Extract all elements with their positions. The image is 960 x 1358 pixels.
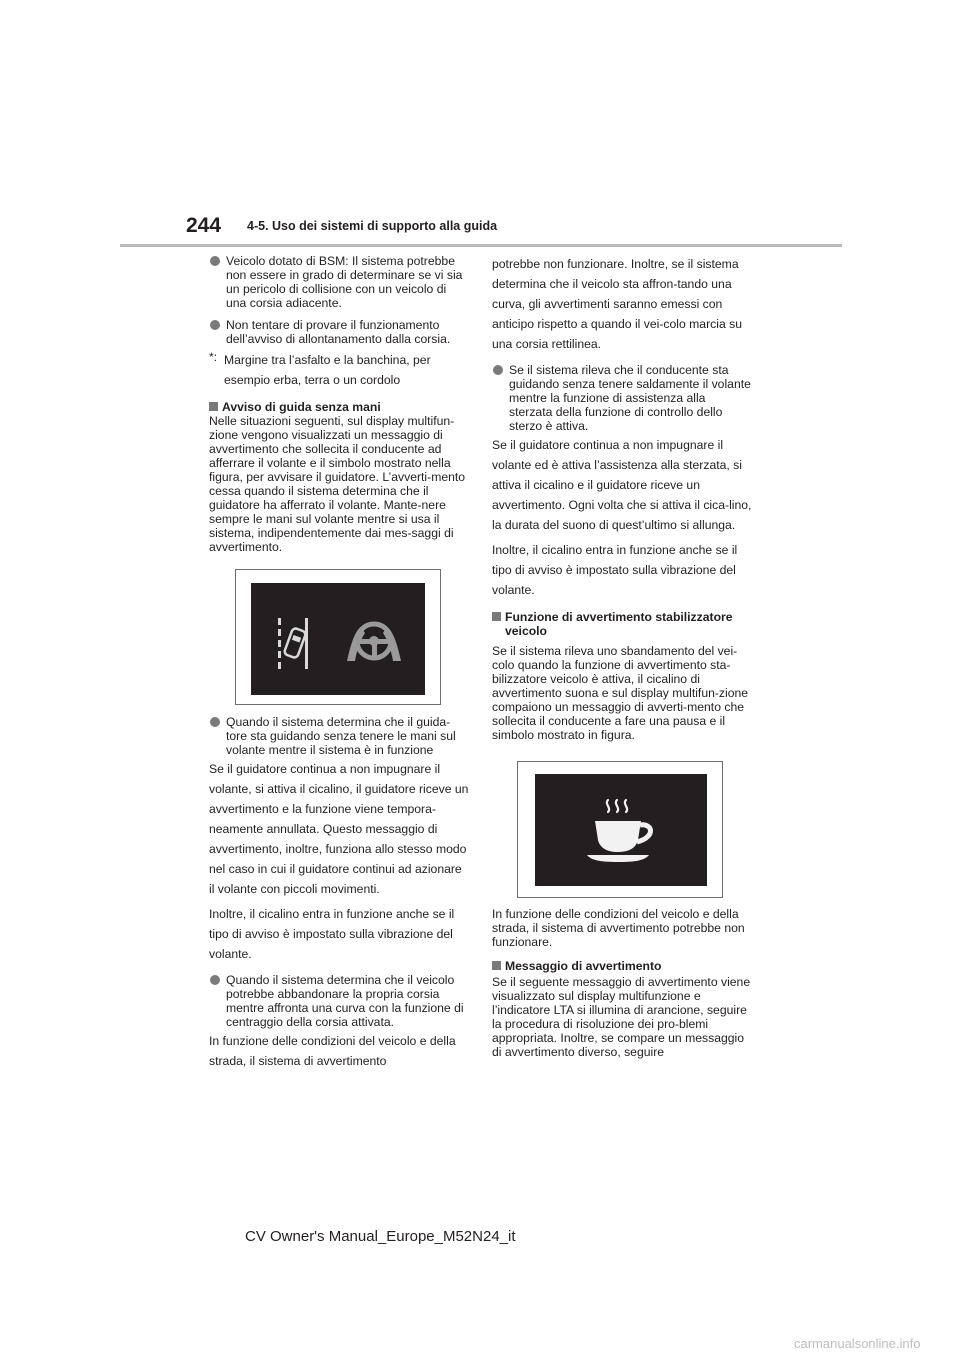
section-heading: Avviso di guida senza mani (209, 400, 469, 414)
display-screen (535, 774, 707, 886)
paragraph: Se il guidatore continua a non impugnare il volante ed è attiva l’assistenza alla sterzata, si attiva il cicalino e il guidatore riceve un avvertimento. Ogni volta che si attiva il cica-lino, la durata del suono di quest’ultimo si allunga. (492, 438, 752, 532)
square-bullet-icon (492, 961, 501, 970)
paragraph: Inoltre, il cicalino entra in funzione anche se il tipo di avviso è impostato sulla vibrazione del volante. (209, 907, 455, 961)
coffee-cup-icon (535, 774, 707, 886)
footnote-mark: *: (209, 350, 218, 364)
left-column (209, 254, 469, 1071)
lane-and-steering-icon (251, 583, 425, 695)
bullet-icon (210, 975, 220, 985)
paragraph: Se il guidatore continua a non impugnare il volante, si attiva il cicalino, il guidatore riceve un avvertimento e la funzione viene tempora-neamente annullata. Questo messaggio di avvertimento, inoltre, funziona allo stesso modo nel caso in cui il guidatore continui ad azionare il volante con piccoli movimenti. (209, 762, 469, 896)
display-screen (251, 583, 425, 695)
paragraph: Se il seguente messaggio di avvertimento viene visualizzato sul display multifunzione e l’indicatore LTA si illumina di arancione, seguire la procedura di risoluzione dei pro-blemi appropriata. Inoltre, se compare un messaggio di avvertimento diverso, seguire (492, 975, 751, 1059)
footnote: *: Margine tra l’asfalto e la banchina, per esempio erba, terra o un cordolo (209, 350, 469, 390)
paragraph: Nelle situazioni seguenti, sul display multifun-zione vengono visualizzati un messaggio di avvertimento che sollecita il conducente ad afferrare il volante e il simbolo mostrato nella figura, per avvisare il guidatore. L’avverti-mento cessa quando il sistema determina che il guidatore ha afferrato il volante. Mante-nere sempre le mani sul volante mentre si usa il sistema, indipendentemente dai mes-saggi di avvertimento. (209, 414, 466, 554)
paragraph: Se il sistema rileva uno sbandamento del vei-colo quando la funzione di avvertimento sta-bilizzatore veicolo è attiva, il cicalino di avvertimento suona e sul display multifun-zione compaiono un messaggio di avverti-mento che sollecita il conducente a fare una pausa e il simbolo mostrato in figura. (492, 644, 749, 742)
paragraph: Inoltre, il cicalino entra in funzione anche se il tipo di avviso è impostato sulla vibrazione del volante. (492, 543, 738, 597)
bullet-item: Quando il sistema determina che il veicolo potrebbe abbandonare la propria corsia mentre affronta una curva con la funzione di centraggio della corsia attivata. (209, 973, 469, 1029)
paragraph: potrebbe non funzionare. Inoltre, se il sistema determina che il veicolo sta affron-tando una curva, gli avvertimenti saranno emessi con anticipo rispetto a quando il vei-colo marcia su una corsia rettilinea. (492, 257, 742, 351)
paragraph: In funzione delle condizioni del veicolo e della strada, il sistema di avvertimento potrebbe non funzionare. (492, 907, 745, 949)
page-number: 244 (186, 214, 222, 237)
section-heading: Funzione di avvertimento stabilizzatore veicolo (492, 610, 752, 638)
square-bullet-icon (209, 402, 218, 411)
bullet-item: Se il sistema rileva che il conducente sta guidando senza tenere saldamente il volante mentre la funzione di assistenza alla sterzata della funzione di controllo dello sterzo è attiva. (492, 363, 752, 433)
coffee-break-figure (517, 761, 723, 898)
watermark: carmanualsonline.info (794, 1336, 921, 1351)
header-rule (120, 244, 842, 247)
section-heading: Messaggio di avvertimento (492, 959, 752, 973)
section-title: 4-5. Uso dei sistemi di supporto alla guida (247, 219, 498, 233)
paragraph: In funzione delle condizioni del veicolo e della strada, il sistema di avvertimento (209, 1034, 456, 1068)
hands-off-warning-figure (235, 569, 441, 705)
right-column (492, 254, 752, 1059)
square-bullet-icon (492, 612, 501, 621)
bullet-item: Veicolo dotato di BSM: Il sistema potrebbe non essere in grado di determinare se vi sia un pericolo di collisione con un veicolo di una corsia adiacente. (209, 254, 469, 310)
bullet-icon (210, 717, 220, 727)
bullet-item: Quando il sistema determina che il guida-tore sta guidando senza tenere le mani sul volante mentre il sistema è in funzione (209, 715, 469, 757)
bullet-icon (493, 365, 503, 375)
footer-manual-name: CV Owner's Manual_Europe_M52N24_it (245, 1228, 516, 1245)
bullet-icon (210, 256, 220, 266)
bullet-icon (210, 320, 220, 330)
bullet-item: Non tentare di provare il funzionamento dell’avviso di allontanamento dalla corsia. (209, 318, 469, 346)
